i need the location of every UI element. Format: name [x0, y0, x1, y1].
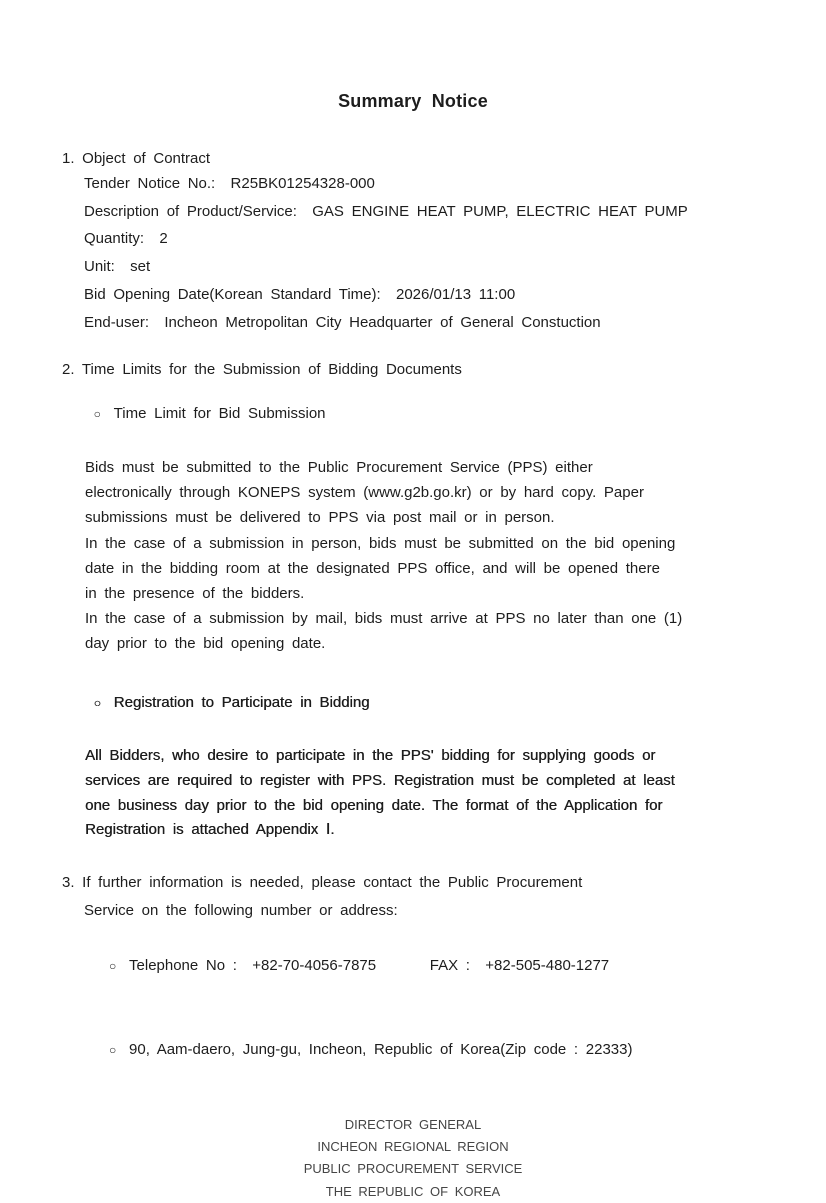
address-line	[63, 1009, 826, 1093]
paragraph-line: In the case of a submission in person, bids must be submitted on the bid opening	[85, 534, 676, 552]
quantity-line: Quantity: 2	[84, 230, 168, 248]
bid-opening-date-line: Bid Opening Date(Korean Standard Time): 2026/01/13 11:00	[84, 285, 516, 303]
telephone-fax-text: Telephone No : +82-70-4056-7875 FAX : +82-505-480-1277	[129, 957, 610, 975]
page-title: Summary Notice	[338, 91, 488, 111]
section1-heading: 1. Object of Contract	[62, 150, 211, 167]
paragraph-line: date in the bidding room at the designated PPS office, and will be opened there	[85, 559, 660, 577]
circle-bullet-icon: ○	[109, 1043, 117, 1058]
paragraph-line: in the presence of the bidders.	[85, 584, 305, 602]
section3-heading-line2: Service on the following number or address:	[84, 901, 398, 919]
paragraph-line: In the case of a submission by mail, bids must arrive at PPS no later than one (1)	[85, 609, 683, 627]
product-description-line: Description of Product/Service: GAS ENGINE HEAT PUMP, ELECTRIC HEAT PUMP	[84, 202, 688, 220]
signature-line-service: PUBLIC PROCUREMENT SERVICE	[303, 1161, 523, 1177]
address-text: 90, Aam-daero, Jung-gu, Incheon, Republic of Korea(Zip code : 22333)	[129, 1041, 633, 1059]
circle-bullet-icon: ○	[93, 407, 101, 422]
section3	[0, 869, 826, 1093]
signature-line-region: INCHEON REGIONAL REGION	[317, 1139, 509, 1155]
paragraph-line: Registration is attached Appendix Ⅰ.	[85, 821, 335, 839]
paragraph-line: Bids must be submitted to the Public Procurement Service (PPS) either	[85, 459, 593, 477]
paragraph-line: submissions must be delivered to PPS via post mail or in person.	[85, 509, 555, 527]
circle-bullet-icon: ○	[109, 959, 117, 974]
paragraph-line: All Bidders, who desire to participate in the PPS' bidding for supplying goods or	[85, 746, 656, 764]
signature-line-country: THE REPUBLIC OF KOREA	[325, 1183, 501, 1199]
paragraph-line: services are required to register with PPS. Registration must be completed at least	[85, 771, 675, 789]
paragraph-line: electronically through KONEPS system (www.g2b.go.kr) or by hard copy. Paper	[85, 484, 644, 502]
subsection-time-limit-heading	[63, 381, 826, 447]
section3-heading-line1: 3. If further information is needed, please contact the Public Procurement	[62, 874, 583, 892]
tender-notice-no-line: Tender Notice No.: R25BK01254328-000	[84, 175, 375, 192]
circle-bullet-icon: ○	[93, 695, 101, 710]
section1-body	[84, 170, 826, 336]
signature-block	[0, 1114, 826, 1203]
time-limit-paragraph	[85, 455, 826, 656]
telephone-fax-line	[63, 925, 826, 1009]
signature-line-director: DIRECTOR GENERAL	[344, 1116, 482, 1132]
subsection-heading-text: Time Limit for Bid Submission	[113, 405, 326, 423]
section2-heading: 2. Time Limits for the Submission of Bidding Documents	[62, 361, 462, 379]
subsection-registration-heading	[63, 670, 826, 736]
subsection-heading-text: Registration to Participate in Bidding	[113, 693, 370, 711]
end-user-line: End-user: Incheon Metropolitan City Headquarter of General Constuction	[84, 313, 601, 331]
registration-paragraph	[85, 744, 826, 843]
paragraph-line: day prior to the bid opening date.	[85, 634, 326, 652]
paragraph-line: one business day prior to the bid opening date. The format of the Application for	[85, 796, 663, 814]
unit-line: Unit: set	[84, 258, 151, 276]
